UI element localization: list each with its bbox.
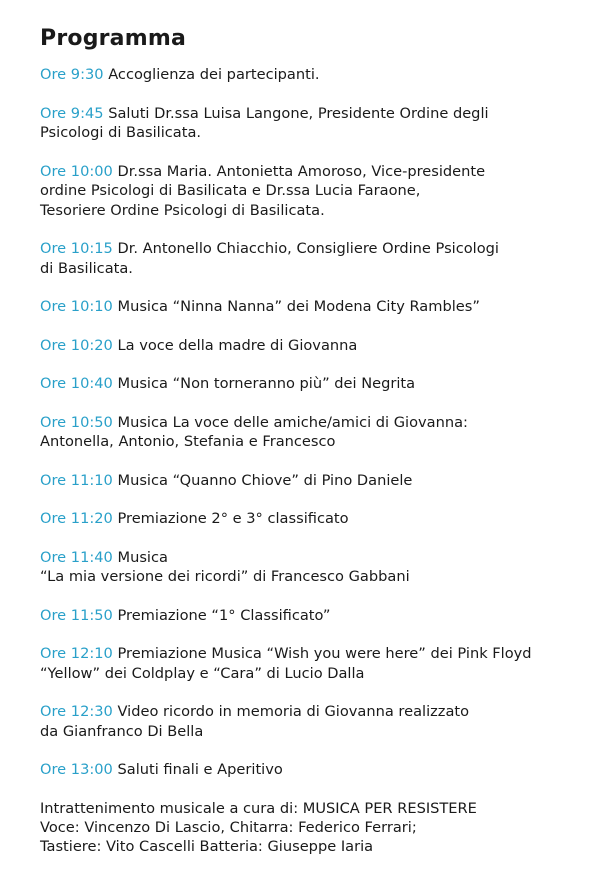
item-time: Ore 10:20	[40, 336, 113, 354]
item-description: Musica “La mia versione dei ricordi” di Francesco Gabbani	[40, 548, 410, 585]
programme-item	[40, 413, 562, 452]
credits-line-1: Intrattenimento musicale a cura di: MUSICA PER RESISTERE	[40, 799, 477, 817]
credits-footer	[40, 799, 562, 856]
item-time: Ore 11:10	[40, 471, 113, 489]
item-time: Ore 10:00	[40, 162, 113, 180]
programme-item	[40, 162, 562, 221]
item-time: Ore 11:40	[40, 548, 113, 566]
item-description: Premiazione Musica “Wish you were here” dei Pink Floyd “Yellow” dei Coldplay e “Cara” di Lucio Dalla	[40, 645, 532, 682]
item-time: Ore 11:50	[40, 606, 113, 624]
item-time: Ore 11:20	[40, 510, 113, 527]
credits-line-3: Tastiere: Vito Cascelli Batteria: Giuseppe Iaria	[40, 837, 374, 855]
item-description: Dr. Antonello Chiacchio, Consigliere Ordine Psicologi di Basilicata.	[40, 240, 499, 277]
credits-line-2: Voce: Vincenzo Di Lascio, Chitarra: Federico Ferrari;	[40, 818, 417, 836]
programme-item	[40, 760, 562, 780]
item-description: Premiazione 2° e 3° classificato	[117, 510, 349, 527]
programme-item	[40, 104, 562, 143]
item-time: Ore 12:30	[40, 703, 113, 720]
item-description: La voce della madre di Giovanna	[117, 336, 358, 354]
programme-item	[40, 471, 562, 491]
programme-item	[40, 509, 562, 529]
item-time: Ore 10:15	[40, 240, 113, 257]
item-time: Ore 10:40	[40, 375, 113, 392]
item-description: Musica La voce delle amiche/amici di Giovanna: Antonella, Antonio, Stefania e Francesco	[40, 413, 468, 450]
programme-item	[40, 336, 562, 356]
programme-list	[40, 65, 562, 780]
item-description: Video ricordo in memoria di Giovanna realizzato da Gianfranco Di Bella	[40, 703, 470, 740]
item-time: Ore 10:10	[40, 298, 113, 315]
item-description: Premiazione “1° Classificato”	[117, 606, 331, 624]
item-time: Ore 13:00	[40, 761, 113, 778]
item-description: Musica “Ninna Nanna” dei Modena City Rambles”	[117, 298, 480, 315]
item-time: Ore 12:10	[40, 645, 113, 662]
programme-item	[40, 374, 562, 394]
item-description: Accoglienza dei partecipanti.	[108, 66, 320, 83]
item-description: Musica “Non torneranno più” dei Negrita	[117, 375, 416, 392]
programme-item	[40, 65, 562, 85]
programme-item	[40, 702, 562, 741]
programme-item	[40, 548, 562, 587]
page-title: Programma	[40, 26, 187, 51]
item-description: Musica “Quanno Chiove” di Pino Daniele	[117, 471, 413, 489]
item-time: Ore 9:45	[40, 104, 104, 122]
item-description: Saluti Dr.ssa Luisa Langone, Presidente Ordine degli Psicologi di Basilicata.	[40, 104, 489, 141]
programme-item	[40, 239, 562, 278]
item-time: Ore 10:50	[40, 413, 113, 431]
programme-item	[40, 644, 562, 683]
programme-item	[40, 606, 562, 626]
item-time: Ore 9:30	[40, 66, 104, 83]
item-description: Dr.ssa Maria. Antonietta Amoroso, Vice-presidente ordine Psicologi di Basilicata e Dr.ssa Lucia Faraone, Tesoriere Ordine Psicologi di Basilicata.	[40, 162, 486, 219]
item-description: Saluti finali e Aperitivo	[117, 761, 283, 778]
programme-item	[40, 297, 562, 317]
